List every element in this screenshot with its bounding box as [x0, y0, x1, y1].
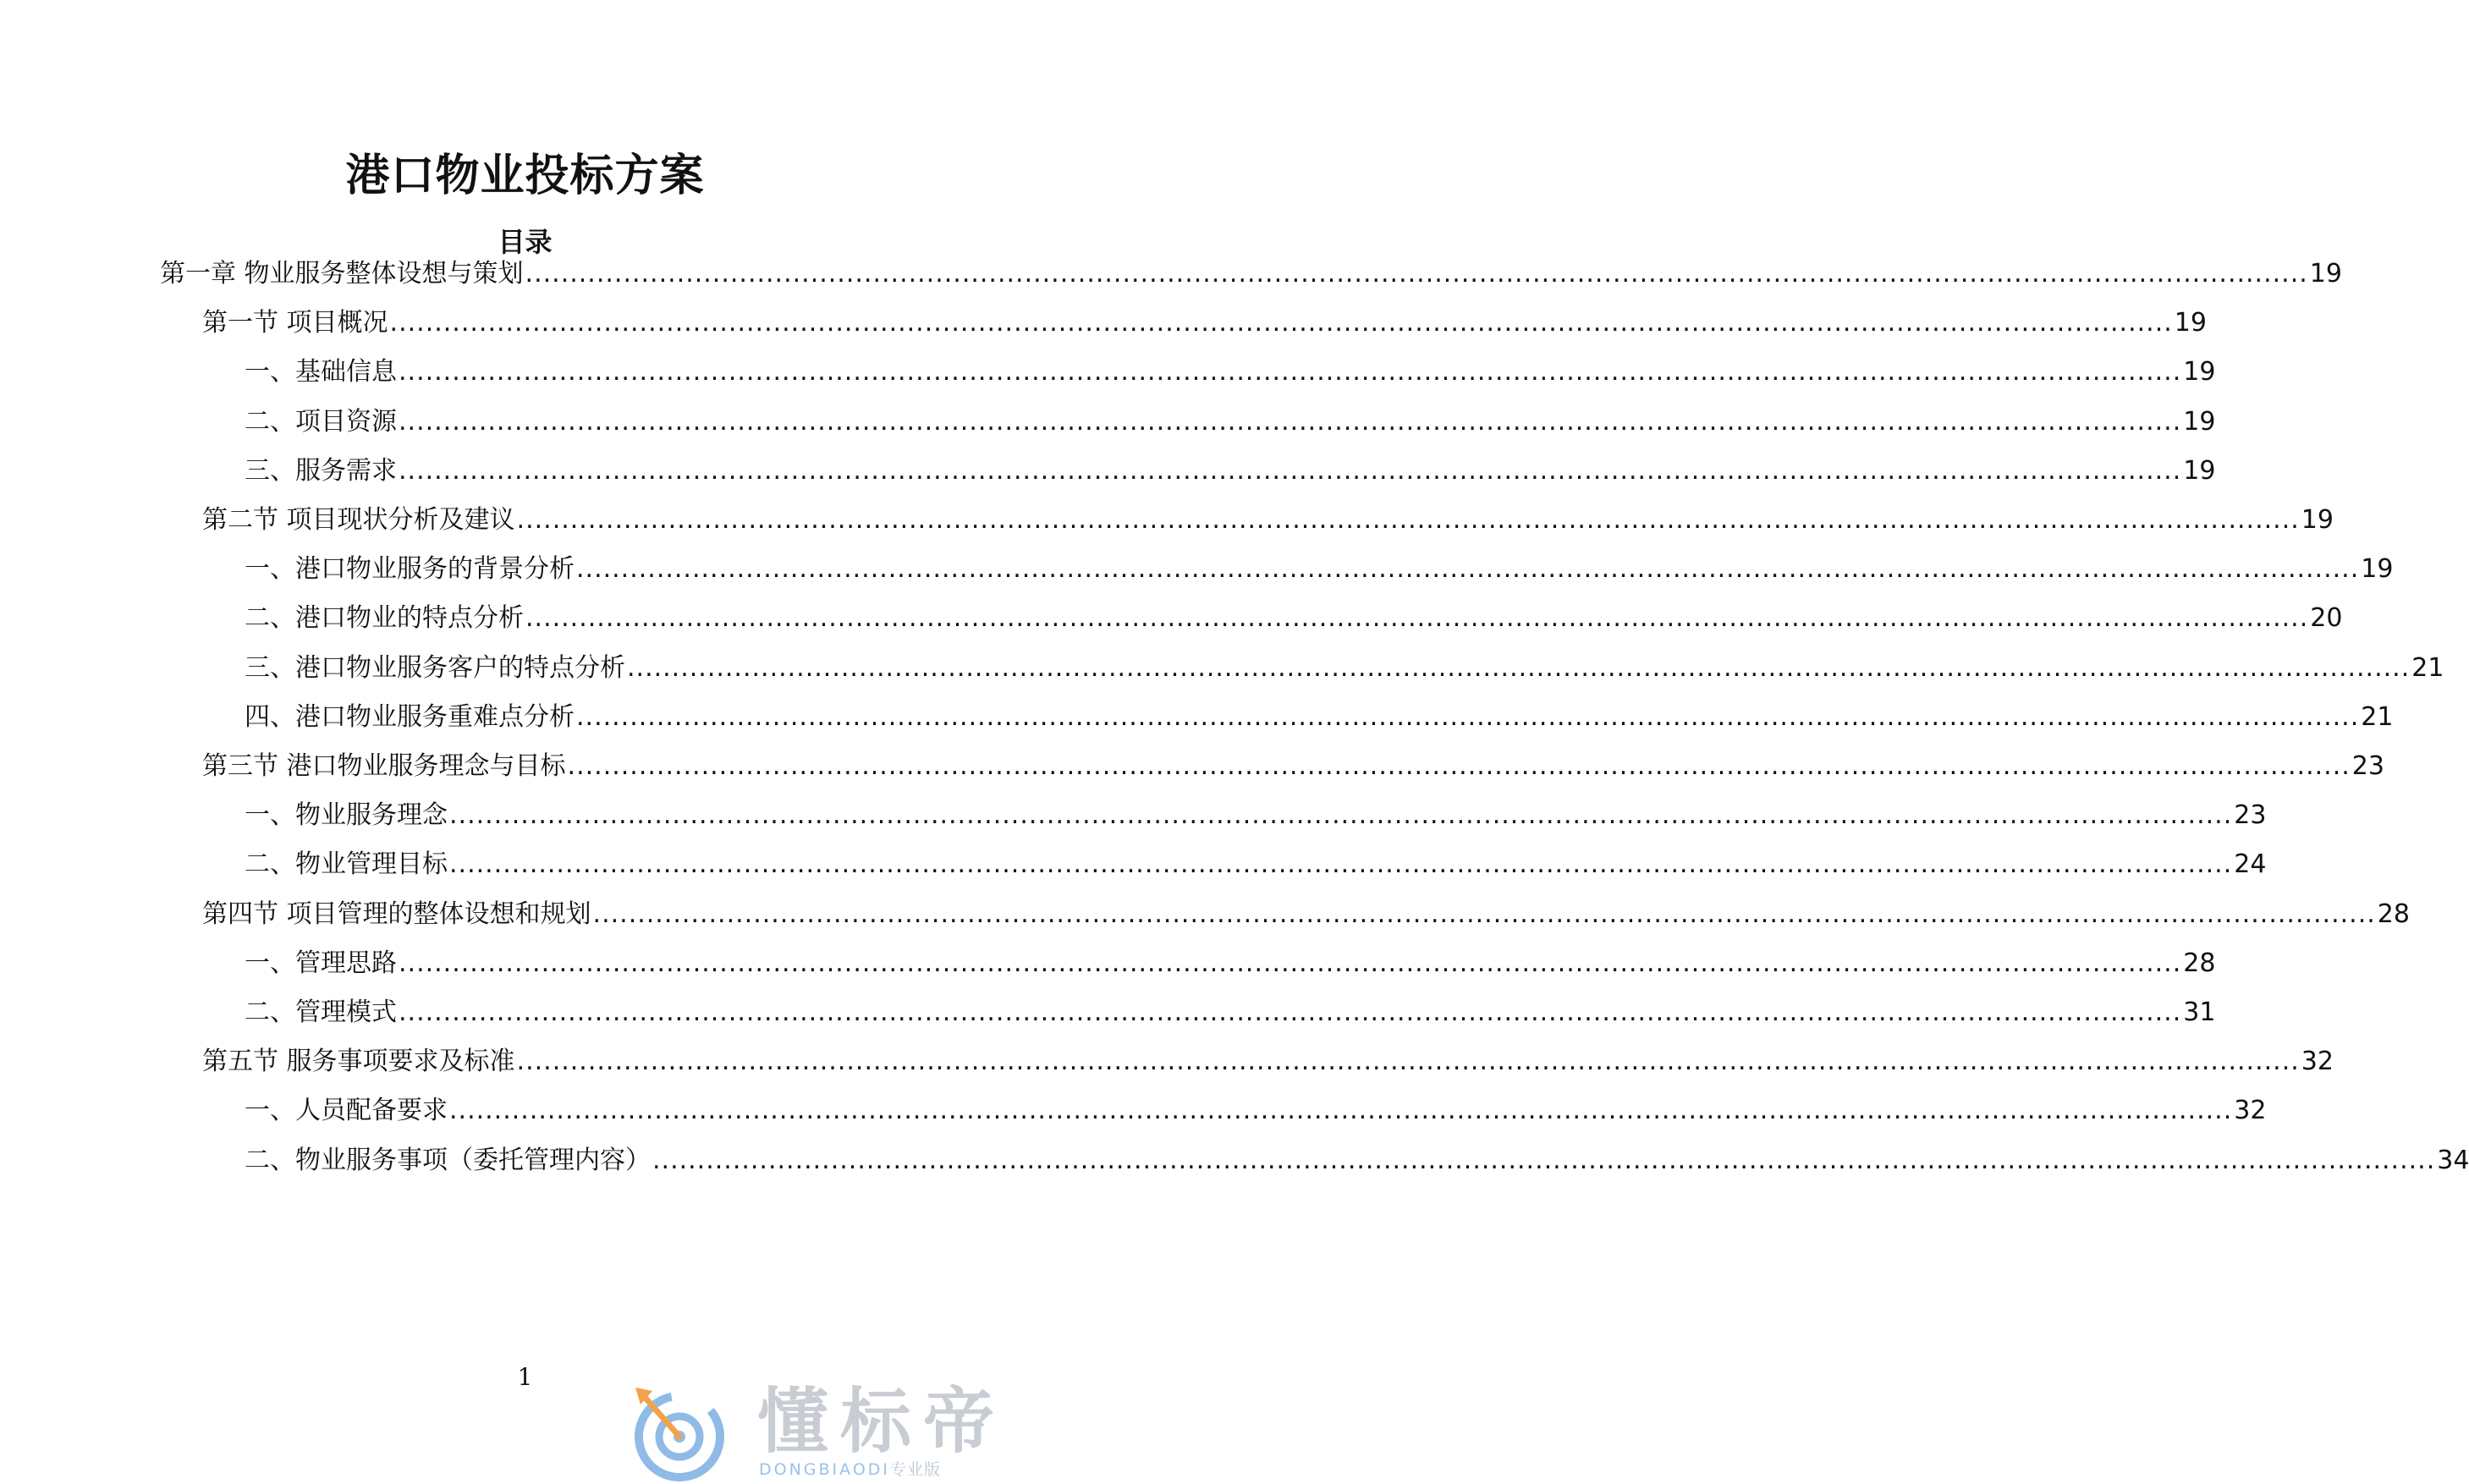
toc-entry-page: 32: [2234, 1096, 2267, 1125]
toc-entry-page: 19: [2183, 456, 2216, 486]
toc-entry-title: 第一章 物业服务整体设想与策划: [160, 259, 524, 289]
toc-entry[interactable]: [245, 648, 2444, 685]
toc-entry[interactable]: [202, 303, 2207, 340]
toc-entry-page: 19: [2183, 407, 2216, 437]
toc-entry-title: 二、物业管理目标: [245, 849, 448, 879]
toc-entry[interactable]: [245, 451, 2216, 488]
toc-entry-page: 31: [2183, 998, 2216, 1027]
toc-entry-page: 19: [2174, 308, 2207, 338]
toc-dot-leader: ........................................................................................................................................................................................................: [516, 1047, 2300, 1076]
toc-entry-page: 19: [2309, 259, 2342, 289]
toc-entry-title: 二、港口物业的特点分析: [245, 603, 524, 633]
toc-entry-title: 一、管理思路: [245, 948, 397, 978]
toc-entry[interactable]: [245, 943, 2216, 981]
toc-entry[interactable]: [202, 894, 2410, 932]
toc-dot-leader: ........................................................................................................................................................................................................: [449, 1096, 2233, 1125]
toc-dot-leader: ........................................................................................................................................................................................................: [516, 505, 2300, 535]
toc-entry-page: 28: [2377, 899, 2410, 929]
toc-entry-title: 二、物业服务事项（委托管理内容）: [245, 1146, 651, 1175]
toc-entry-page: 34: [2437, 1146, 2469, 1175]
toc-dot-leader: ........................................................................................................................................................................................................: [576, 702, 2360, 732]
toc-dot-leader: ........................................................................................................................................................................................................: [525, 259, 2308, 289]
toc-entry-page: 28: [2183, 948, 2216, 978]
toc-entry-title: 三、港口物业服务客户的特点分析: [245, 653, 625, 683]
toc-dot-leader: ........................................................................................................................................................................................................: [399, 407, 2182, 437]
toc-entry[interactable]: [245, 1091, 2267, 1128]
toc-entry[interactable]: [245, 992, 2216, 1030]
toc-entry[interactable]: [245, 352, 2216, 389]
toc-dot-leader: ........................................................................................................................................................................................................: [576, 554, 2360, 584]
toc-entry[interactable]: [202, 746, 2384, 783]
toc-dot-leader: ........................................................................................................................................................................................................: [567, 751, 2351, 781]
toc-dot-leader: ........................................................................................................................................................................................................: [449, 800, 2233, 830]
watermark-brand-latin: DONGBIAODI: [759, 1460, 891, 1479]
toc-entry-title: 第四节 项目管理的整体设想和规划: [202, 899, 591, 929]
toc-entry-page: 23: [2351, 751, 2384, 781]
toc-entry[interactable]: [245, 697, 2394, 734]
toc-entry-title: 二、项目资源: [245, 407, 397, 437]
toc-entry[interactable]: [245, 795, 2267, 833]
target-logo-icon: [630, 1381, 734, 1484]
watermark-brand-tag: 专业版: [890, 1460, 942, 1479]
document-title: 港口物业投标方案: [345, 151, 705, 201]
toc-entry[interactable]: [245, 549, 2394, 586]
toc-entry-title: 一、基础信息: [245, 357, 397, 387]
toc-entry[interactable]: [160, 254, 2342, 291]
toc-entry-title: 四、港口物业服务重难点分析: [245, 702, 575, 732]
toc-entry-title: 一、港口物业服务的背景分析: [245, 554, 575, 584]
toc-entry-title: 一、物业服务理念: [245, 800, 448, 830]
toc-entry[interactable]: [245, 844, 2267, 882]
toc-dot-leader: ........................................................................................................................................................................................................: [399, 357, 2182, 387]
toc-entry-title: 三、服务需求: [245, 456, 397, 486]
toc-entry-page: 23: [2234, 800, 2267, 830]
toc-entry-page: 32: [2301, 1047, 2334, 1076]
toc-dot-leader: ........................................................................................................................................................................................................: [627, 653, 2411, 683]
toc-entry-title: 二、管理模式: [245, 998, 397, 1027]
toc-entry-page: 24: [2234, 849, 2267, 879]
toc-entry-page: 21: [2411, 653, 2444, 683]
toc-entry[interactable]: [245, 402, 2216, 439]
toc-entry-title: 第二节 项目现状分析及建议: [202, 505, 515, 535]
watermark: [630, 1381, 1037, 1484]
toc-entry-title: 第五节 服务事项要求及标准: [202, 1047, 515, 1076]
toc-dot-leader: ........................................................................................................................................................................................................: [652, 1146, 2436, 1175]
watermark-brand-name: 懂标帝: [757, 1380, 1007, 1463]
toc-dot-leader: ........................................................................................................................................................................................................: [399, 948, 2182, 978]
watermark-subtitle: [759, 1459, 941, 1481]
toc-dot-leader: ........................................................................................................................................................................................................: [449, 849, 2233, 879]
toc-entry-title: 第三节 港口物业服务理念与目标: [202, 751, 566, 781]
toc-entry[interactable]: [245, 1140, 2469, 1178]
toc-entry-page: 21: [2361, 702, 2394, 732]
toc-entry-page: 19: [2183, 357, 2216, 387]
toc-dot-leader: ........................................................................................................................................................................................................: [592, 899, 2376, 929]
toc-entry[interactable]: [202, 500, 2334, 537]
toc-entry-title: 第一节 项目概况: [202, 308, 388, 338]
toc-heading: 目录: [498, 226, 553, 258]
toc-entry-title: 一、人员配备要求: [245, 1096, 448, 1125]
toc-dot-leader: ........................................................................................................................................................................................................: [399, 998, 2182, 1027]
toc-dot-leader: ........................................................................................................................................................................................................: [389, 308, 2173, 338]
toc-entry-page: 19: [2361, 554, 2394, 584]
toc-dot-leader: ........................................................................................................................................................................................................: [525, 603, 2309, 633]
page-number: 1: [517, 1363, 533, 1391]
toc-entry-page: 20: [2310, 603, 2343, 633]
toc-entry[interactable]: [245, 598, 2343, 635]
toc-entry-page: 19: [2301, 505, 2334, 535]
toc-entry[interactable]: [202, 1042, 2334, 1079]
toc-dot-leader: ........................................................................................................................................................................................................: [399, 456, 2182, 486]
